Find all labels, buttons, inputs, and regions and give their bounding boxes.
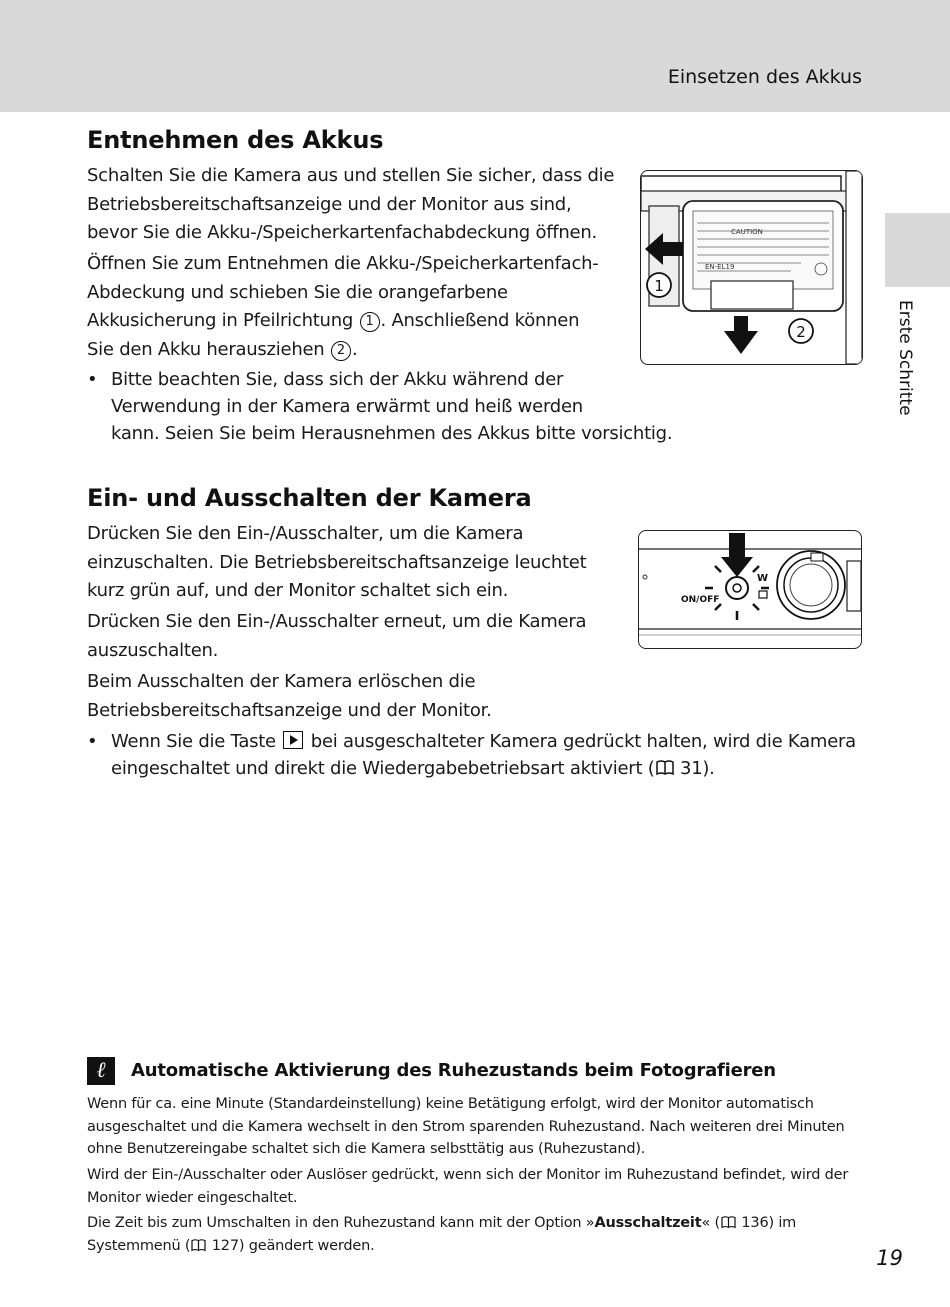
text-line: kann. Seien Sie beim Herausnehmen des Akkus bitte vorsichtig. bbox=[111, 423, 673, 444]
page-reference-icon bbox=[656, 760, 674, 776]
running-header: Einsetzen des Akkus bbox=[667, 66, 862, 88]
text-fragment: Akkusicherung in Pfeilrichtung bbox=[87, 310, 359, 331]
chapter-tab bbox=[885, 213, 950, 287]
paragraph-power-on bbox=[87, 520, 627, 606]
battery-removal-illustration bbox=[641, 171, 862, 364]
page-reference: 136) im bbox=[737, 1215, 797, 1231]
text-fragment: . Anschließend können bbox=[380, 310, 580, 331]
text-fragment: Die Zeit bis zum Umschalten in den Ruhezustand kann mit der Option » bbox=[87, 1215, 595, 1231]
text-line: Betriebsbereitschaftsanzeige und der Monitor aus sind, bbox=[87, 193, 572, 215]
text-fragment: Sie den Akku herausziehen bbox=[87, 338, 330, 360]
bullet-playback-button bbox=[87, 728, 901, 782]
text-line bbox=[87, 336, 632, 365]
text-fragment: ). bbox=[702, 758, 715, 779]
figure-marker-2: 2 bbox=[796, 323, 806, 341]
header-band bbox=[0, 0, 950, 112]
text-line bbox=[111, 728, 901, 755]
section-heading-power: Ein- und Ausschalten der Kamera bbox=[87, 484, 532, 512]
text-fragment: Systemmenü ( bbox=[87, 1237, 191, 1254]
page-reference: 127) geändert werden. bbox=[207, 1237, 375, 1254]
power-switch-figure bbox=[638, 530, 862, 649]
step-marker-2: 2 bbox=[331, 341, 351, 361]
text-line: bevor Sie die Akku-/Speicherkartenfachabdeckung öffnen. bbox=[87, 222, 597, 243]
zoom-w-label: W bbox=[757, 573, 769, 584]
paragraph-power-off bbox=[87, 608, 627, 665]
text-line bbox=[111, 755, 901, 782]
note-pencil-icon: ℓ bbox=[87, 1057, 115, 1085]
power-switch-illustration bbox=[639, 531, 861, 648]
text-fragment: Wenn Sie die Taste bbox=[111, 731, 282, 752]
bullet-dot: • bbox=[87, 731, 98, 752]
thumbnail-icon bbox=[759, 591, 767, 598]
bullet-battery-hot bbox=[87, 366, 731, 447]
text-line: Drücken Sie den Ein-/Ausschalter erneut, um die Kamera bbox=[87, 611, 587, 632]
text-line: Wenn für ca. eine Minute (Standardeinstellung) keine Betätigung erfolgt, wird der Monitor automatisch bbox=[87, 1096, 814, 1112]
text-line: ausgeschaltet und die Kamera wechselt in den Strom sparenden Ruhezustand. Nach weiteren drei Minuten bbox=[87, 1118, 845, 1135]
battery-removal-figure bbox=[640, 170, 863, 365]
text-line: Bitte beachten Sie, dass sich der Akku während der bbox=[111, 369, 564, 390]
chapter-label: Erste Schritte bbox=[895, 300, 915, 416]
page-reference: 31 bbox=[674, 758, 703, 779]
paragraph-turn-off bbox=[87, 162, 627, 248]
on-off-label: ON/OFF bbox=[681, 595, 720, 605]
menu-option-name: Ausschaltzeit bbox=[594, 1215, 702, 1231]
text-line: auszuschalten. bbox=[87, 639, 219, 661]
text-line bbox=[87, 1235, 877, 1258]
text-fragment: « ( bbox=[701, 1215, 720, 1231]
note-paragraph-wake bbox=[87, 1164, 877, 1209]
text-line bbox=[87, 1212, 877, 1235]
note-paragraph-auto-off bbox=[87, 1212, 877, 1257]
text-line: Beim Ausschalten der Kamera erlöschen die bbox=[87, 671, 476, 692]
text-fragment: eingeschaltet und direkt die Wiedergabebetriebsart aktiviert ( bbox=[111, 758, 655, 779]
battery-caution-text: CAUTION bbox=[731, 228, 763, 236]
playback-button-icon bbox=[283, 731, 303, 749]
press-arrow-icon bbox=[721, 533, 753, 577]
step-marker-1: 1 bbox=[360, 312, 380, 332]
text-line: Monitor wieder eingeschaltet. bbox=[87, 1189, 298, 1206]
page-reference-icon bbox=[191, 1239, 206, 1252]
text-line: ohne Benutzereingabe schaltet sich die Kamera selbsttätig aus (Ruhezustand). bbox=[87, 1141, 646, 1157]
text-line: Abdeckung und schieben Sie die orangefarbene bbox=[87, 281, 508, 303]
text-line bbox=[87, 307, 632, 336]
text-line: kurz grün auf, und der Monitor schaltet sich ein. bbox=[87, 580, 509, 601]
paragraph-remove-steps bbox=[87, 250, 632, 364]
battery-model-label: EN-EL19 bbox=[705, 263, 735, 271]
text-line: Verwendung in der Kamera erwärmt und heiß werden bbox=[111, 396, 583, 417]
text-line: Öffnen Sie zum Entnehmen die Akku-/Speicherkartenfach- bbox=[87, 253, 599, 274]
bullet-dot: • bbox=[87, 369, 98, 390]
figure-marker-1: 1 bbox=[654, 277, 664, 295]
text-line: Betriebsbereitschaftsanzeige und der Monitor. bbox=[87, 699, 492, 721]
text-line: einzuschalten. Die Betriebsbereitschaftsanzeige leuchtet bbox=[87, 551, 587, 573]
text-line: Drücken Sie den Ein-/Ausschalter, um die Kamera bbox=[87, 523, 524, 544]
page-reference-icon bbox=[721, 1216, 736, 1229]
text-fragment: . bbox=[351, 338, 358, 360]
note-paragraph-sleep bbox=[87, 1093, 877, 1161]
text-fragment: bei ausgeschalteter Kamera gedrückt halten, wird die Kamera bbox=[305, 731, 856, 752]
text-line: Wird der Ein-/Ausschalter oder Auslöser gedrückt, wenn sich der Monitor im Ruhezustand befindet, wird der bbox=[87, 1167, 849, 1183]
paragraph-off-indicators bbox=[87, 668, 627, 725]
text-line: Schalten Sie die Kamera aus und stellen Sie sicher, dass die bbox=[87, 165, 615, 186]
arrow-down-icon bbox=[724, 316, 758, 354]
page-number: 19 bbox=[876, 1246, 903, 1270]
section-heading-remove-battery: Entnehmen des Akkus bbox=[87, 126, 384, 154]
note-title: Automatische Aktivierung des Ruhezustands beim Fotografieren bbox=[131, 1060, 776, 1081]
